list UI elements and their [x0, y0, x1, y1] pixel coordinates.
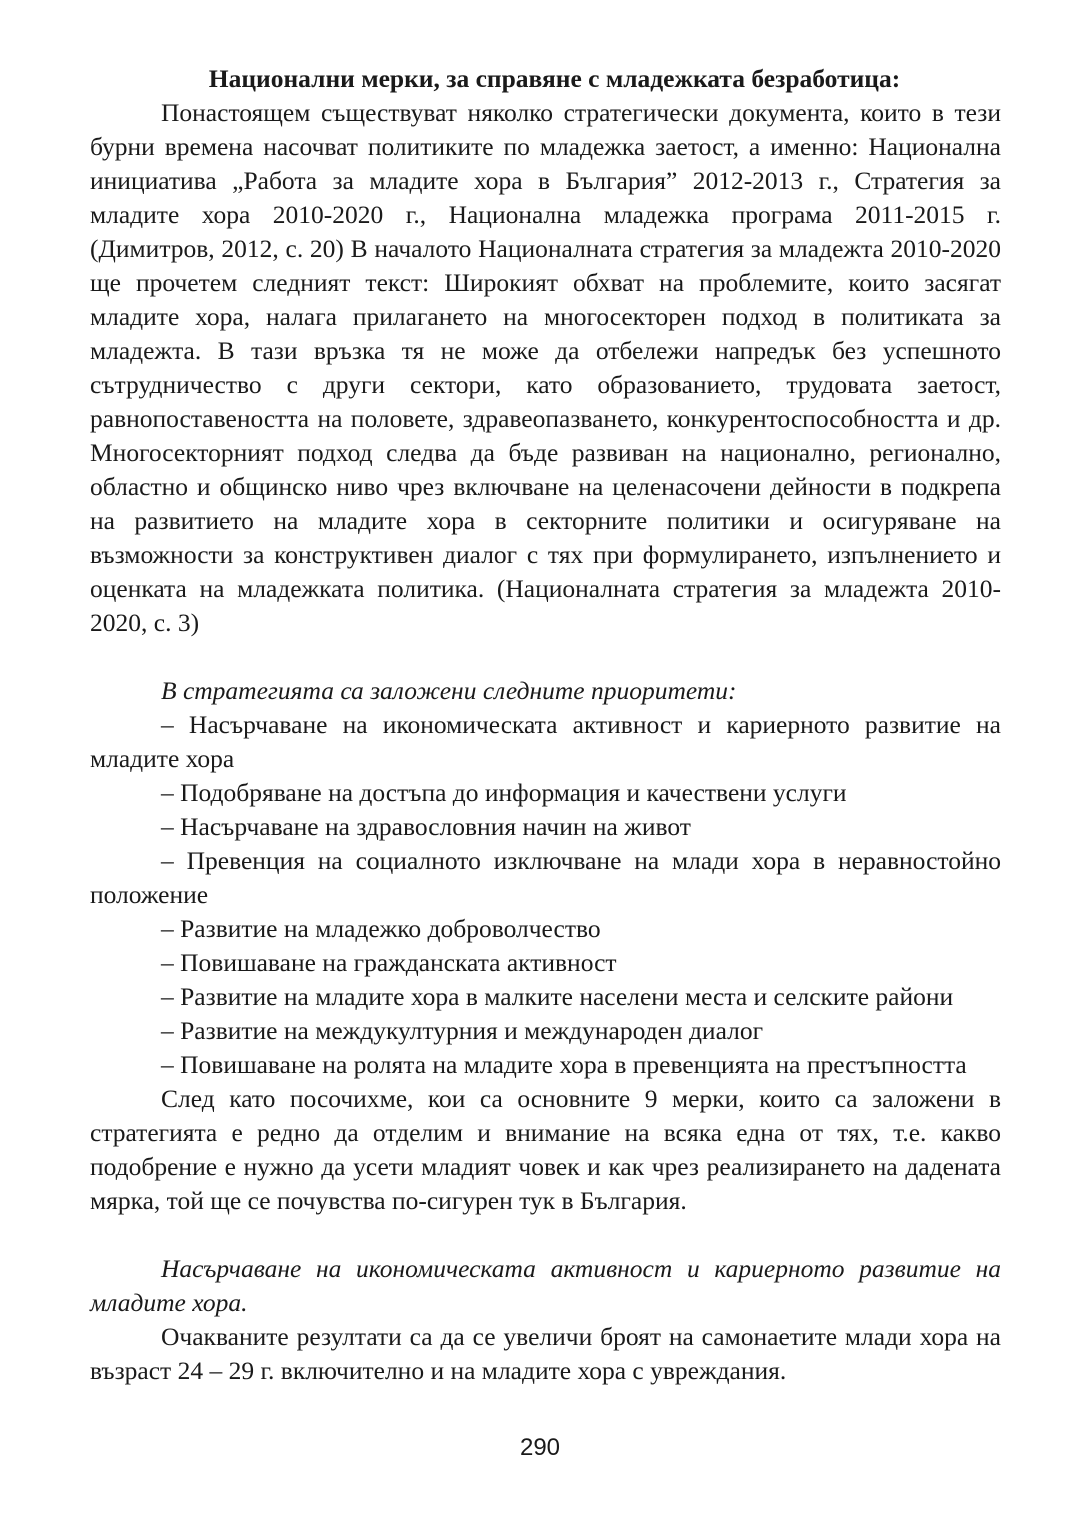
spacer — [90, 640, 1001, 674]
spacer — [90, 1218, 1001, 1252]
priority-item-9: – Повишаване на ролята на младите хора в превенцията на престъпността — [161, 1050, 967, 1079]
priority-item-5: – Развитие на младежко доброволчество — [161, 914, 601, 943]
priority-item-1: – Насърчаване на икономическата активност и кариерното развитие на младите хора — [90, 710, 1001, 773]
measures-paragraph: След като посочихме, кои са основните 9 мерки, които са заложени в стратегията е редно да отделим и внимание на всяка една от тях, т.е. какво подобрение е нужно да усети младият човек и как чрез реализирането на дадената мярка, той ще се почувства по-сигурен тук в България. — [90, 1084, 1001, 1215]
priority-item-8: – Развитие на междукултурния и международен диалог — [161, 1016, 764, 1045]
priority-item-4: – Превенция на социалното изключване на млади хора в неравностойно положение — [90, 846, 1001, 909]
results-paragraph: Очакваните резултати са да се увеличи броят на самонаетите млади хора на възраст 24 – 29 г. включително и на младите хора с увреждания. — [90, 1322, 1001, 1385]
priority-item-7: – Развитие на младите хора в малките населени места и селските райони — [161, 982, 954, 1011]
priority-item-2: – Подобряване на достъпа до информация и качествени услуги — [161, 778, 847, 807]
priorities-title: В стратегията са заложени следните приоритети: — [161, 676, 737, 705]
document-page — [90, 62, 1001, 1388]
intro-paragraph: Понастоящем съществуват няколко стратегически документа, които в тези бурни времена насочват политиките по младежка заетост, а именно: Национална инициатива „Работа за младите хора в България” 2012-2013 г., Стратегия за младите хора 2010-2020 г., Национална младежка програма 2011-2015 г. (Димитров, 2012, с. 20) В началото Националната стратегия за младежта 2010-2020 ще прочетем следният текст: Широкият обхват на проблемите, които засягат младите хора, налага прилагането на многосекторен подход в политиката за младежта. В тази връзка тя не може да отбележи напредък без успешното сътрудничество с други сектори, като образованието, трудовата заетост, равнопоставеността на половете, здравеопазването, конкурентоспособността и др. Многосекторният подход следва да бъде развиван на национално, регионално, областно и общинско ниво чрез включване на целенасочени дейности в подкрепа на развитието на младите хора в секторните политики и осигуряване на възможности за конструктивен диалог с тях при формулирането, изпълнението и оценката на младежката политика. (Националната стратегия за младежта 2010-2020, с. 3) — [90, 98, 1001, 637]
priority-item-6: – Повишаване на гражданската активност — [161, 948, 617, 977]
priority-item-3: – Насърчаване на здравословния начин на живот — [161, 812, 691, 841]
page-number: 290 — [519, 1434, 561, 1461]
section-title: Насърчаване на икономическата активност и кариерното развитие на младите хора. — [90, 1254, 1001, 1317]
page-heading: Национални мерки, за справяне с младежката безработица: — [208, 64, 901, 93]
